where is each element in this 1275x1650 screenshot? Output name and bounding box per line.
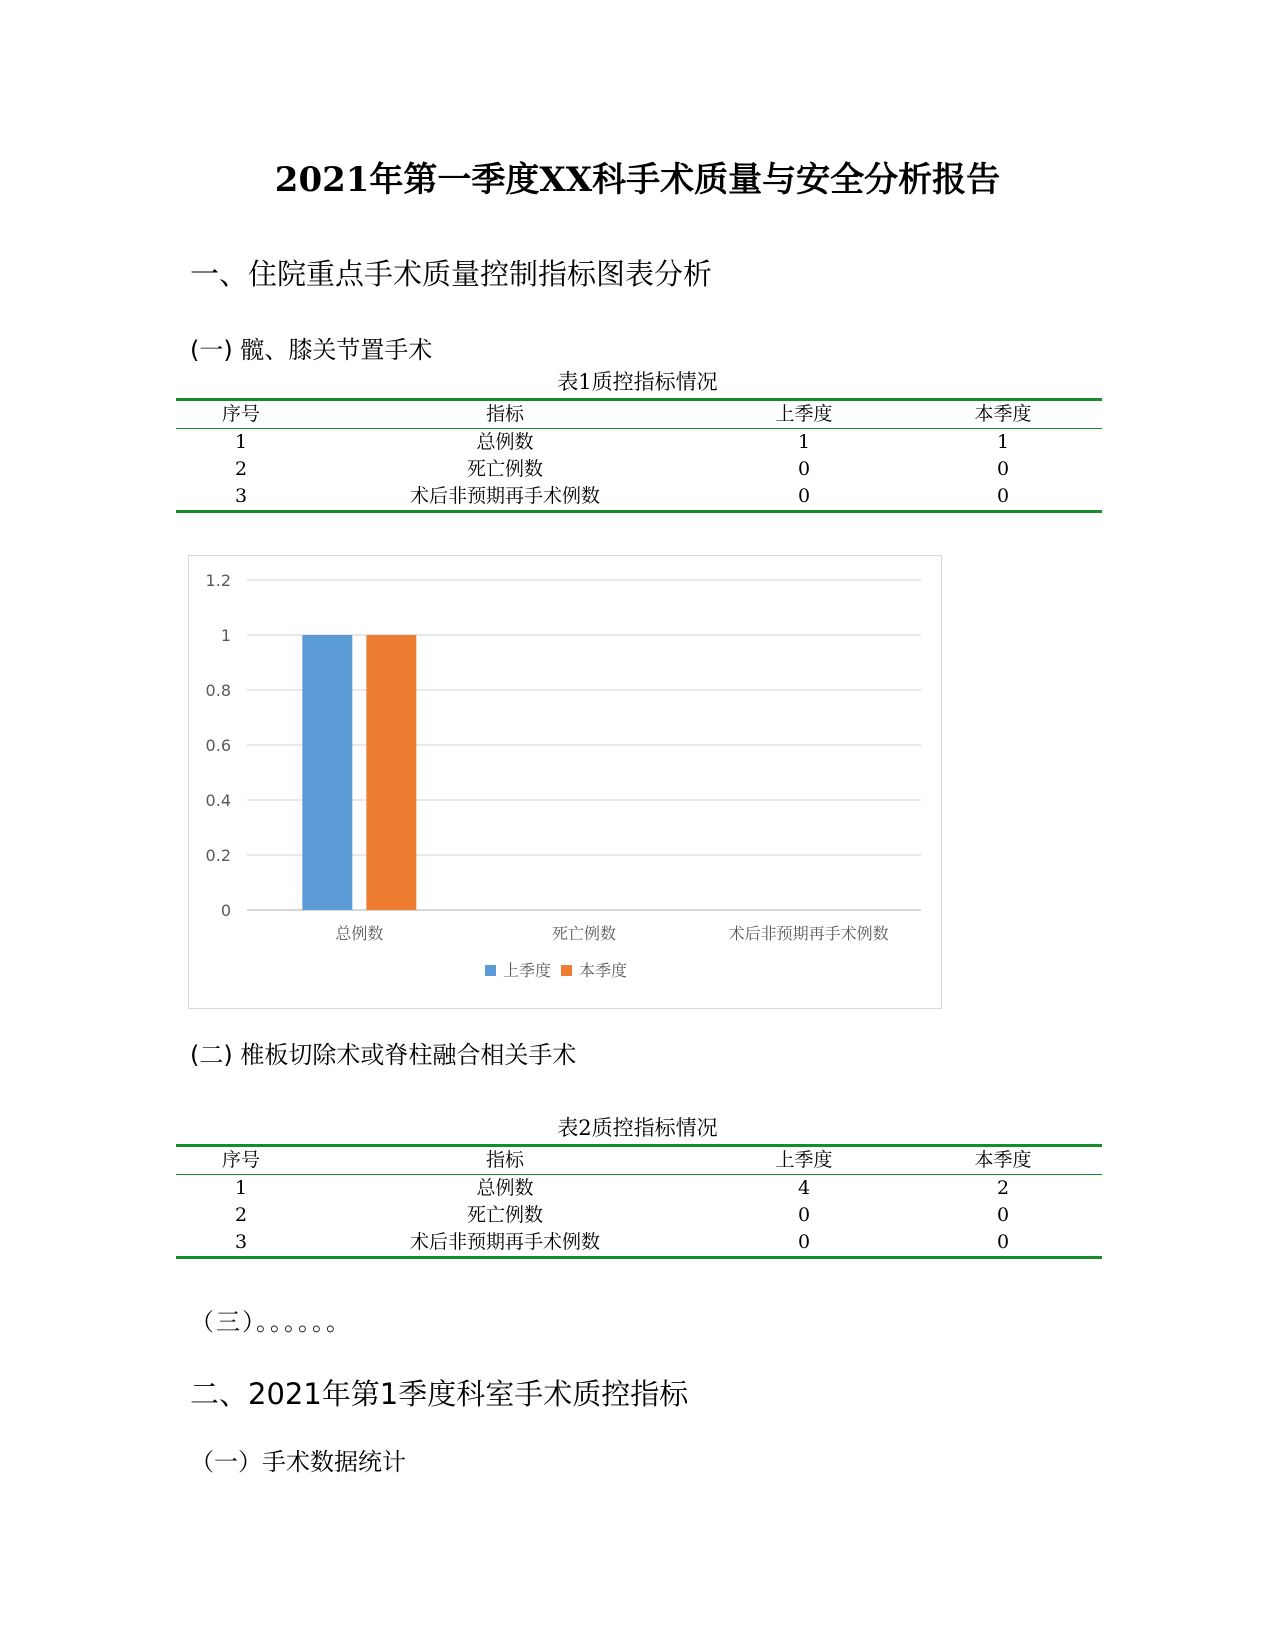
y-tick-label: 0 bbox=[220, 901, 231, 920]
cell-last-quarter: 4 bbox=[797, 1177, 811, 1199]
y-tick-label: 1.2 bbox=[205, 571, 231, 590]
section-heading-2: 二、2021年第1季度科室手术质控指标 bbox=[190, 1377, 689, 1411]
cell-index: 1 bbox=[234, 1177, 248, 1199]
cell-this-quarter: 2 bbox=[996, 1177, 1010, 1199]
cell-this-quarter: 0 bbox=[904, 483, 1102, 512]
cell-this-quarter: 0 bbox=[904, 1229, 1102, 1258]
table2-caption: 表2质控指标情况 bbox=[557, 1116, 718, 1140]
cell-indicator: 死亡例数 bbox=[466, 1204, 543, 1226]
legend-swatch bbox=[485, 965, 496, 976]
table-row bbox=[176, 456, 1102, 483]
legend-label: 本季度 bbox=[579, 961, 628, 980]
cell-indicator: 死亡例数 bbox=[466, 458, 543, 480]
cell-last-quarter: 0 bbox=[704, 1229, 904, 1258]
cell-indicator: 总例数 bbox=[476, 1177, 534, 1199]
header-this-quarter: 本季度 bbox=[904, 400, 1102, 429]
table-row bbox=[176, 483, 1102, 512]
header-indicator: 指标 bbox=[306, 1146, 704, 1175]
legend-label: 上季度 bbox=[503, 961, 552, 980]
x-tick-label: 死亡例数 bbox=[551, 924, 617, 943]
cell-indicator: 术后非预期再手术例数 bbox=[306, 1229, 704, 1258]
cell-this-quarter: 0 bbox=[996, 458, 1010, 480]
cell-last-quarter: 1 bbox=[797, 431, 811, 453]
x-tick-label: 术后非预期再手术例数 bbox=[728, 924, 889, 943]
table-row bbox=[176, 1229, 1102, 1258]
y-tick-label: 0.6 bbox=[205, 736, 231, 755]
y-tick-label: 0.2 bbox=[205, 846, 231, 865]
document-title: 2021年第一季度XX科手术质量与安全分析报告 bbox=[274, 160, 1001, 200]
table-row bbox=[176, 1202, 1102, 1229]
cell-indicator: 术后非预期再手术例数 bbox=[306, 483, 704, 512]
cell-last-quarter: 0 bbox=[797, 458, 811, 480]
bar-last-quarter bbox=[302, 635, 352, 910]
bar-chart bbox=[189, 556, 941, 1008]
y-tick-label: 0.4 bbox=[205, 791, 231, 810]
table1-caption: 表1质控指标情况 bbox=[557, 370, 718, 394]
header-last-quarter: 上季度 bbox=[704, 1146, 904, 1175]
cell-index: 2 bbox=[234, 458, 248, 480]
header-this-quarter: 本季度 bbox=[904, 1146, 1102, 1175]
cell-index: 3 bbox=[176, 483, 306, 512]
cell-last-quarter: 0 bbox=[797, 1204, 811, 1226]
subsection-heading-spine: (二) 椎板切除术或脊柱融合相关手术 bbox=[190, 1041, 577, 1069]
subsection-heading-hip-knee: (一) 髋、膝关节置手术 bbox=[190, 336, 433, 364]
cell-this-quarter: 0 bbox=[996, 1204, 1010, 1226]
cell-last-quarter: 0 bbox=[704, 483, 904, 512]
y-tick-label: 0.8 bbox=[205, 681, 231, 700]
cell-this-quarter: 1 bbox=[996, 431, 1010, 453]
legend-swatch bbox=[561, 965, 572, 976]
header-last-quarter: 上季度 bbox=[704, 400, 904, 429]
quality-table-1 bbox=[176, 398, 1102, 513]
table-row bbox=[176, 429, 1102, 457]
subsection-heading-ellipsis: （三）。。。。。。 bbox=[190, 1308, 352, 1336]
cell-index: 1 bbox=[234, 431, 248, 453]
cell-index: 3 bbox=[176, 1229, 306, 1258]
quality-table-2 bbox=[176, 1144, 1102, 1259]
header-index: 序号 bbox=[176, 400, 306, 429]
bar-chart-container bbox=[188, 555, 942, 1009]
bar-this-quarter bbox=[366, 635, 416, 910]
cell-indicator: 总例数 bbox=[476, 431, 534, 453]
header-index: 序号 bbox=[176, 1146, 306, 1175]
y-tick-label: 1 bbox=[220, 626, 231, 645]
subsection-heading-surgery-stats: （一）手术数据统计 bbox=[190, 1448, 406, 1476]
x-tick-label: 总例数 bbox=[335, 924, 384, 943]
table-row bbox=[176, 1175, 1102, 1203]
header-indicator: 指标 bbox=[306, 400, 704, 429]
cell-index: 2 bbox=[234, 1204, 248, 1226]
section-heading-1: 一、住院重点手术质量控制指标图表分析 bbox=[190, 257, 713, 291]
